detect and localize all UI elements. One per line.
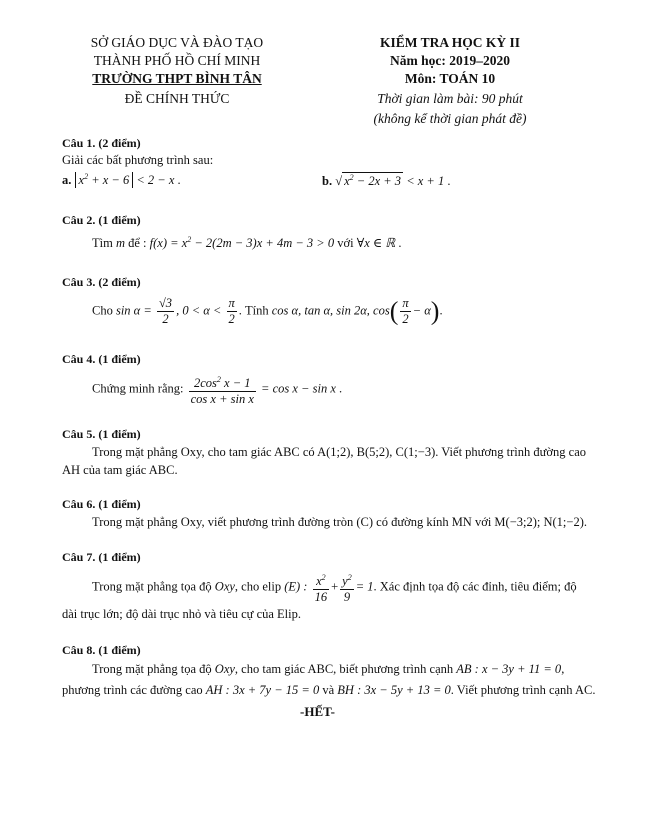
subject: Môn: TOÁN 10 [404,71,496,86]
question-1b: b. √ $x^2 - 2x + 3 < x + 1$ . [322,173,451,189]
question-7-title: Câu 7. (1 điểm) [62,550,141,564]
question-7-text-b: , cho elip [234,579,282,594]
question-2-text-a: Tìm [92,236,113,251]
question-4-body: Chứng minh rằng: $\frac{2\cos^2 x - 1}{\text{cos x + sin x}}$ = cos x − sin x . [92,372,342,407]
question-7-text-a: Trong mặt phẳng tọa độ [92,579,212,594]
question-3-title: Câu 3. (2 điểm) [62,275,141,289]
duration: Thời gian làm bài: 90 phút [377,91,523,106]
question-8-text-e: . Viết phương trình cạnh AC. [450,683,596,697]
duration-note: (không kể thời gian phát đề) [373,111,527,126]
department-name: SỞ GIÁO DỤC VÀ ĐÀO TẠO [90,35,264,50]
question-2-body: Tìm m để : $f(x) = x^2 - 2(2m - 3)x + 4m - 3 > 0$ với ∀x ∈ ℝ . [92,235,402,251]
question-5-line2: AH của tam giác ABC. [62,463,178,477]
question-8-text-c: phương trình các đường cao [62,683,203,697]
question-1-title: Câu 1. (2 điểm) [62,136,141,150]
question-8-text-d: và [322,683,335,697]
question-3-text-a: Cho [92,303,113,318]
question-7-body: Trong mặt phẳng tọa độ Oxy, cho elip (E) : $\frac{x^2}{16}$ + $\frac{y^2}{9}$ = 1. Xác định tọa độ các đỉnh, tiêu điểm; độ [92,570,577,605]
question-1b-label: b. [322,174,333,189]
question-7-line2: dài trục lớn; độ dài trục nhỏ và tiêu cự của Elip. [62,607,302,621]
city-name: THÀNH PHỐ HỒ CHÍ MINH [93,53,261,68]
question-3-body: Cho sin α = $\frac{√3}{2}$ , 0 < α < $\frac{\pi}{2}$ . Tính cos α, tan α, sin 2α, cos( $\frac{\pi}{2}$ − α). [92,296,443,326]
question-2-text-b: để : [128,236,147,251]
question-1a: a. $x^2 + x - 6 < 2 - x$ . [62,172,181,188]
question-7-text-c: Xác định tọa độ các đỉnh, tiêu điểm; độ [379,579,577,594]
question-6-line1: Trong mặt phẳng Oxy, viết phương trình đường tròn (C) có đường kính MN với M(−3;2); N(1;−2). [92,515,587,529]
question-8-text-b: , cho tam giác ABC, biết phương trình cạnh [234,662,454,676]
question-8-text-a: Trong mặt phẳng tọa độ [92,662,212,676]
school-name: TRƯỜNG THPT BÌNH TÂN [92,71,262,86]
school-year: Năm học: 2019–2020 [390,53,510,68]
question-2-text-c: với [337,236,354,251]
question-2-title: Câu 2. (1 điểm) [62,213,141,227]
question-8-line1: Trong mặt phẳng tọa độ Oxy, cho tam giác ABC, biết phương trình cạnh AB : x − 3y + 11 = 0, [92,662,565,676]
question-8-line2: phương trình các đường cao AH : 3x + 7y − 15 = 0 và BH : 3x − 5y + 13 = 0. Viết phương trình cạnh AC. [62,683,596,697]
question-4-title: Câu 4. (1 điểm) [62,352,141,366]
exam-title: KIỂM TRA HỌC KỲ II [379,35,521,50]
question-8-title: Câu 8. (1 điểm) [62,643,141,657]
question-5-title: Câu 5. (1 điểm) [62,427,141,441]
question-3-text-b: . Tính [238,303,269,318]
question-1-intro: Giải các bất phương trình sau: [62,153,214,167]
end-marker: -HẾT- [300,704,335,719]
question-4-text-a: Chứng minh rằng: [92,381,184,396]
official-label: ĐỀ CHÍNH THỨC [124,91,230,106]
question-6-title: Câu 6. (1 điểm) [62,497,141,511]
question-1a-label: a. [62,173,72,188]
question-5-line1: Trong mặt phẳng Oxy, cho tam giác ABC có A(1;2), B(5;2), C(1;−3). Viết phương trình đường cao [92,445,587,459]
